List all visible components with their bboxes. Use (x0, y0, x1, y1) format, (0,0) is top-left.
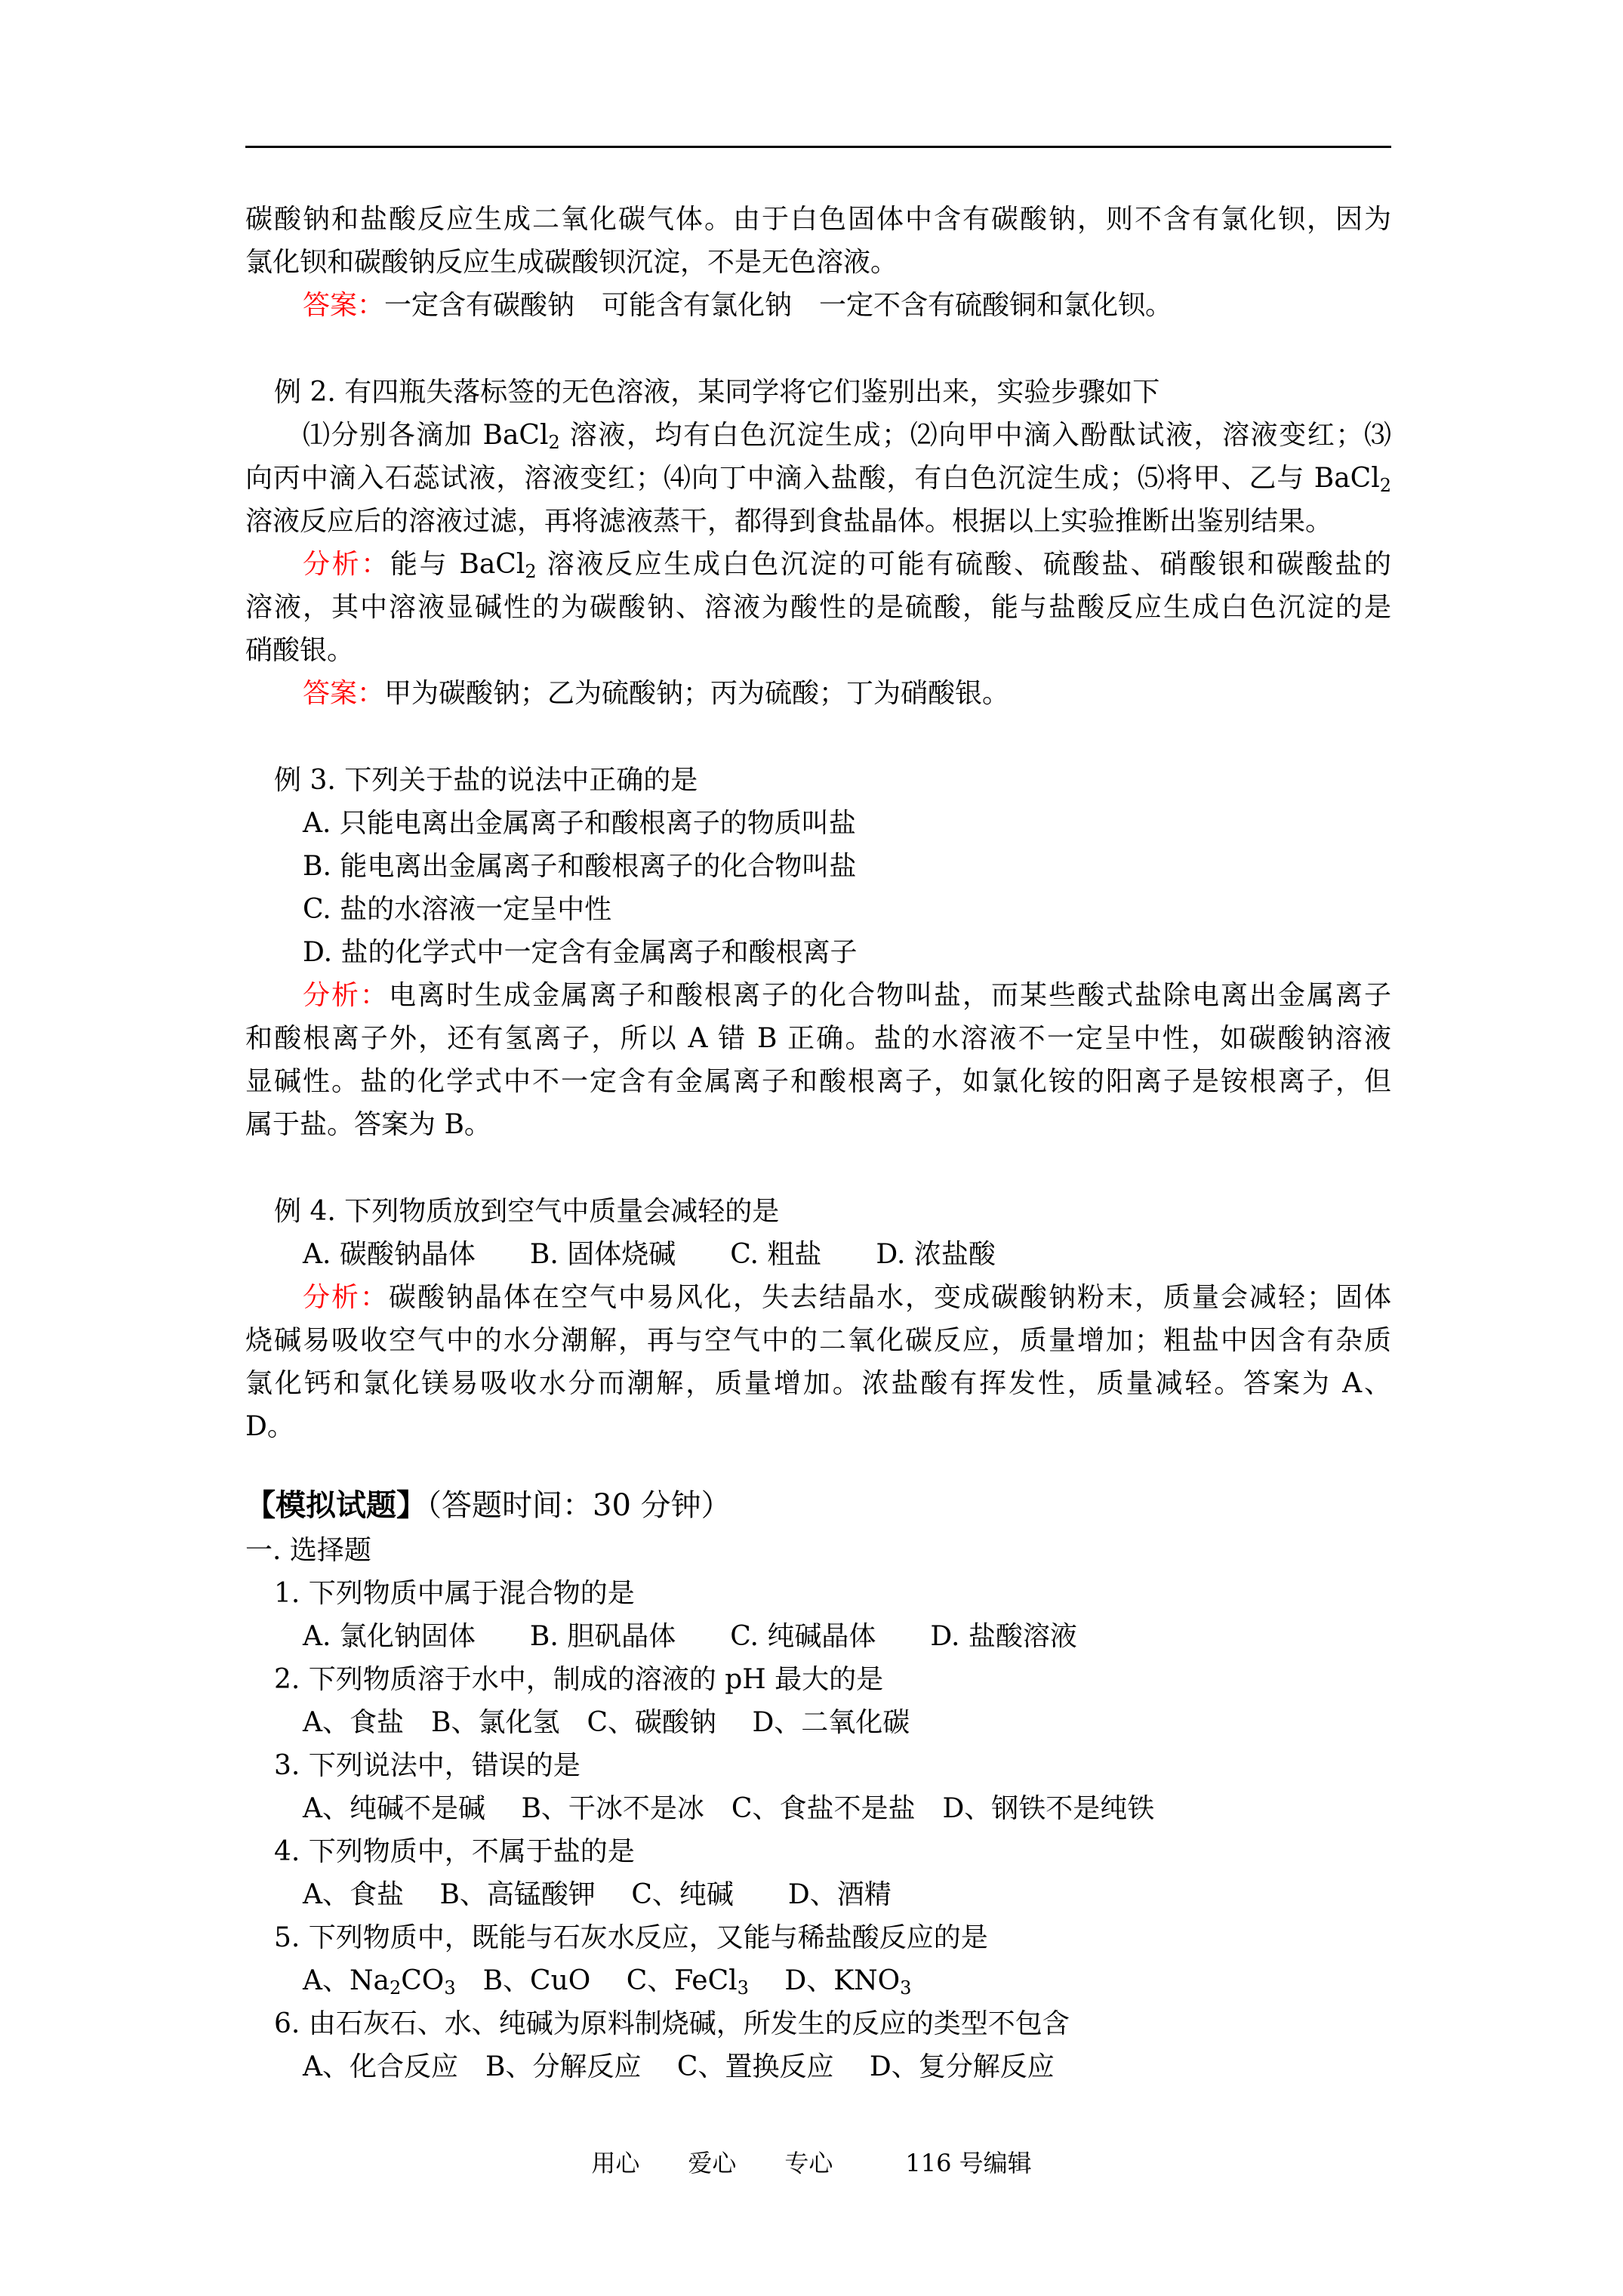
ex2-step-line-3: 溶液反应后的溶液过滤，再将滤液蒸干，都得到食盐晶体。根据以上实验推断出鉴别结果。 (245, 506, 1333, 537)
q4: 4. 下列物质中，不属于盐的是 (274, 1836, 635, 1867)
ex3-option-c: C. 盐的水溶液一定呈中性 (303, 894, 612, 925)
analysis-label: 分析： (303, 980, 389, 1011)
ex4-analysis-line-3: 氯化钙和氯化镁易吸收水分而潮解，质量增加。浓盐酸有挥发性，质量减轻。答案为 A、 (245, 1368, 1391, 1399)
answer-text: 一定含有碳酸钠 可能含有氯化钠 一定不含有硫酸铜和氯化钡。 (384, 290, 1173, 321)
ex3-title: 例 3. 下列关于盐的说法中正确的是 (274, 765, 698, 796)
ex2-title: 例 2. 有四瓶失落标签的无色溶液，某同学将它们鉴别出来，实验步骤如下 (274, 377, 1160, 408)
ex2-analysis-line-3: 硝酸银。 (245, 635, 355, 666)
q6-options: A、化合反应 B、分解反应 C、置换反应 D、复分解反应 (303, 2051, 1055, 2082)
ex4-analysis-line-4: D。 (245, 1411, 294, 1442)
q2-options: A、食盐 B、氯化氢 C、碳酸钠 D、二氧化碳 (303, 1707, 910, 1738)
q6: 6. 由石灰石、水、纯碱为原料制烧碱，所发生的反应的类型不包含 (274, 2008, 1070, 2039)
ex3-analysis-line-3: 显碱性。盐的化学式中不一定含有金属离子和酸根离子，如氯化铵的阳离子是铵根离子，但 (245, 1066, 1391, 1097)
page-footer: 用心 爱心 专心 116 号编辑 (591, 2149, 1032, 2177)
analysis-label: 分析： (303, 1282, 389, 1313)
section-title: 一. 选择题 (245, 1535, 371, 1566)
intro-line-1: 碳酸钠和盐酸反应生成二氧化碳气体。由于白色固体中含有碳酸钠，则不含有氯化钡，因为 (245, 204, 1391, 235)
ex3-option-a: A. 只能电离出金属离子和酸根离子的物质叫盐 (303, 808, 856, 839)
ex3-analysis-line-4: 属于盐。答案为 B。 (245, 1109, 491, 1140)
ex4-options: A. 碳酸钠晶体 B. 固体烧碱 C. 粗盐 D. 浓盐酸 (303, 1239, 996, 1270)
ex2-answer: 答案：甲为碳酸钠；乙为硫酸钠；丙为硫酸；丁为硝酸银。 (303, 678, 1010, 709)
q3: 3. 下列说法中，错误的是 (274, 1750, 581, 1781)
q5: 5. 下列物质中，既能与石灰水反应，又能与稀盐酸反应的是 (274, 1922, 988, 1953)
ex3-analysis-line-1: 分析：电离时生成金属离子和酸根离子的化合物叫盐，而某些酸式盐除电离出金属离子 (303, 980, 1391, 1011)
q2: 2. 下列物质溶于水中，制成的溶液的 pH 最大的是 (274, 1664, 884, 1695)
answer-label: 答案： (303, 678, 385, 709)
q3-options: A、纯碱不是碱 B、干冰不是冰 C、食盐不是盐 D、钢铁不是纯铁 (303, 1793, 1155, 1824)
ex3-analysis-line-2: 和酸根离子外，还有氢离子，所以 A 错 B 正确。盐的水溶液不一定呈中性，如碳酸钠溶液 (245, 1023, 1391, 1054)
ex3-option-d: D. 盐的化学式中一定含有金属离子和酸根离子 (303, 937, 858, 968)
q5-options: A、$Na_2CO_3$ B、CuO C、FeCl$_3$ D、$KNO_3$ (303, 1965, 912, 1999)
ex3-option-b: B. 能电离出金属离子和酸根离子的化合物叫盐 (303, 851, 857, 882)
ex4-analysis-line-2: 烧碱易吸收空气中的水分潮解，再与空气中的二氧化碳反应，质量增加；粗盐中因含有杂质 (245, 1325, 1391, 1356)
q4-options: A、食盐 B、高锰酸钾 C、纯碱 D、酒精 (303, 1879, 892, 1910)
q1-options: A. 氯化钠固体 B. 胆矾晶体 C. 纯碱晶体 D. 盐酸溶液 (303, 1621, 1077, 1652)
ex4-title: 例 4. 下列物质放到空气中质量会减轻的是 (274, 1196, 780, 1227)
intro-answer (245, 285, 1391, 327)
mock-heading: 【模拟试题】（答题时间：30 分钟） (245, 1487, 731, 1523)
intro-line-2: 氯化钡和碳酸钠反应生成碳酸钡沉淀，不是无色溶液。 (245, 247, 898, 278)
ex2-analysis-line-2: 溶液，其中溶液显碱性的为碳酸钠、溶液为酸性的是硫酸，能与盐酸反应生成白色沉淀的是 (245, 592, 1391, 623)
ex2-step-line-1: ⑴分别各滴加 BaCl$_2$ 溶液，均有白色沉淀生成；⑵向甲中滴入酚酞试液，溶液变红；⑶ (303, 420, 1392, 453)
ex2-step-line-2: 向丙中滴入石蕊试液，溶液变红；⑷向丁中滴入盐酸，有白色沉淀生成；⑸将甲、乙与 BaCl$_2$ (245, 463, 1391, 496)
analysis-label: 分析： (303, 549, 390, 580)
ex2-analysis-line-1: 分析：能与 BaCl$_2$ 溶液反应生成白色沉淀的可能有硫酸、硫酸盐、硝酸银和碳酸盐的 (303, 549, 1391, 582)
answer-label: 答案： (303, 290, 385, 321)
header-rule (245, 146, 1391, 148)
ex4-analysis-line-1: 分析：碳酸钠晶体在空气中易风化，失去结晶水，变成碳酸钠粉末，质量会减轻；固体 (303, 1282, 1391, 1313)
q1: 1. 下列物质中属于混合物的是 (274, 1578, 635, 1609)
